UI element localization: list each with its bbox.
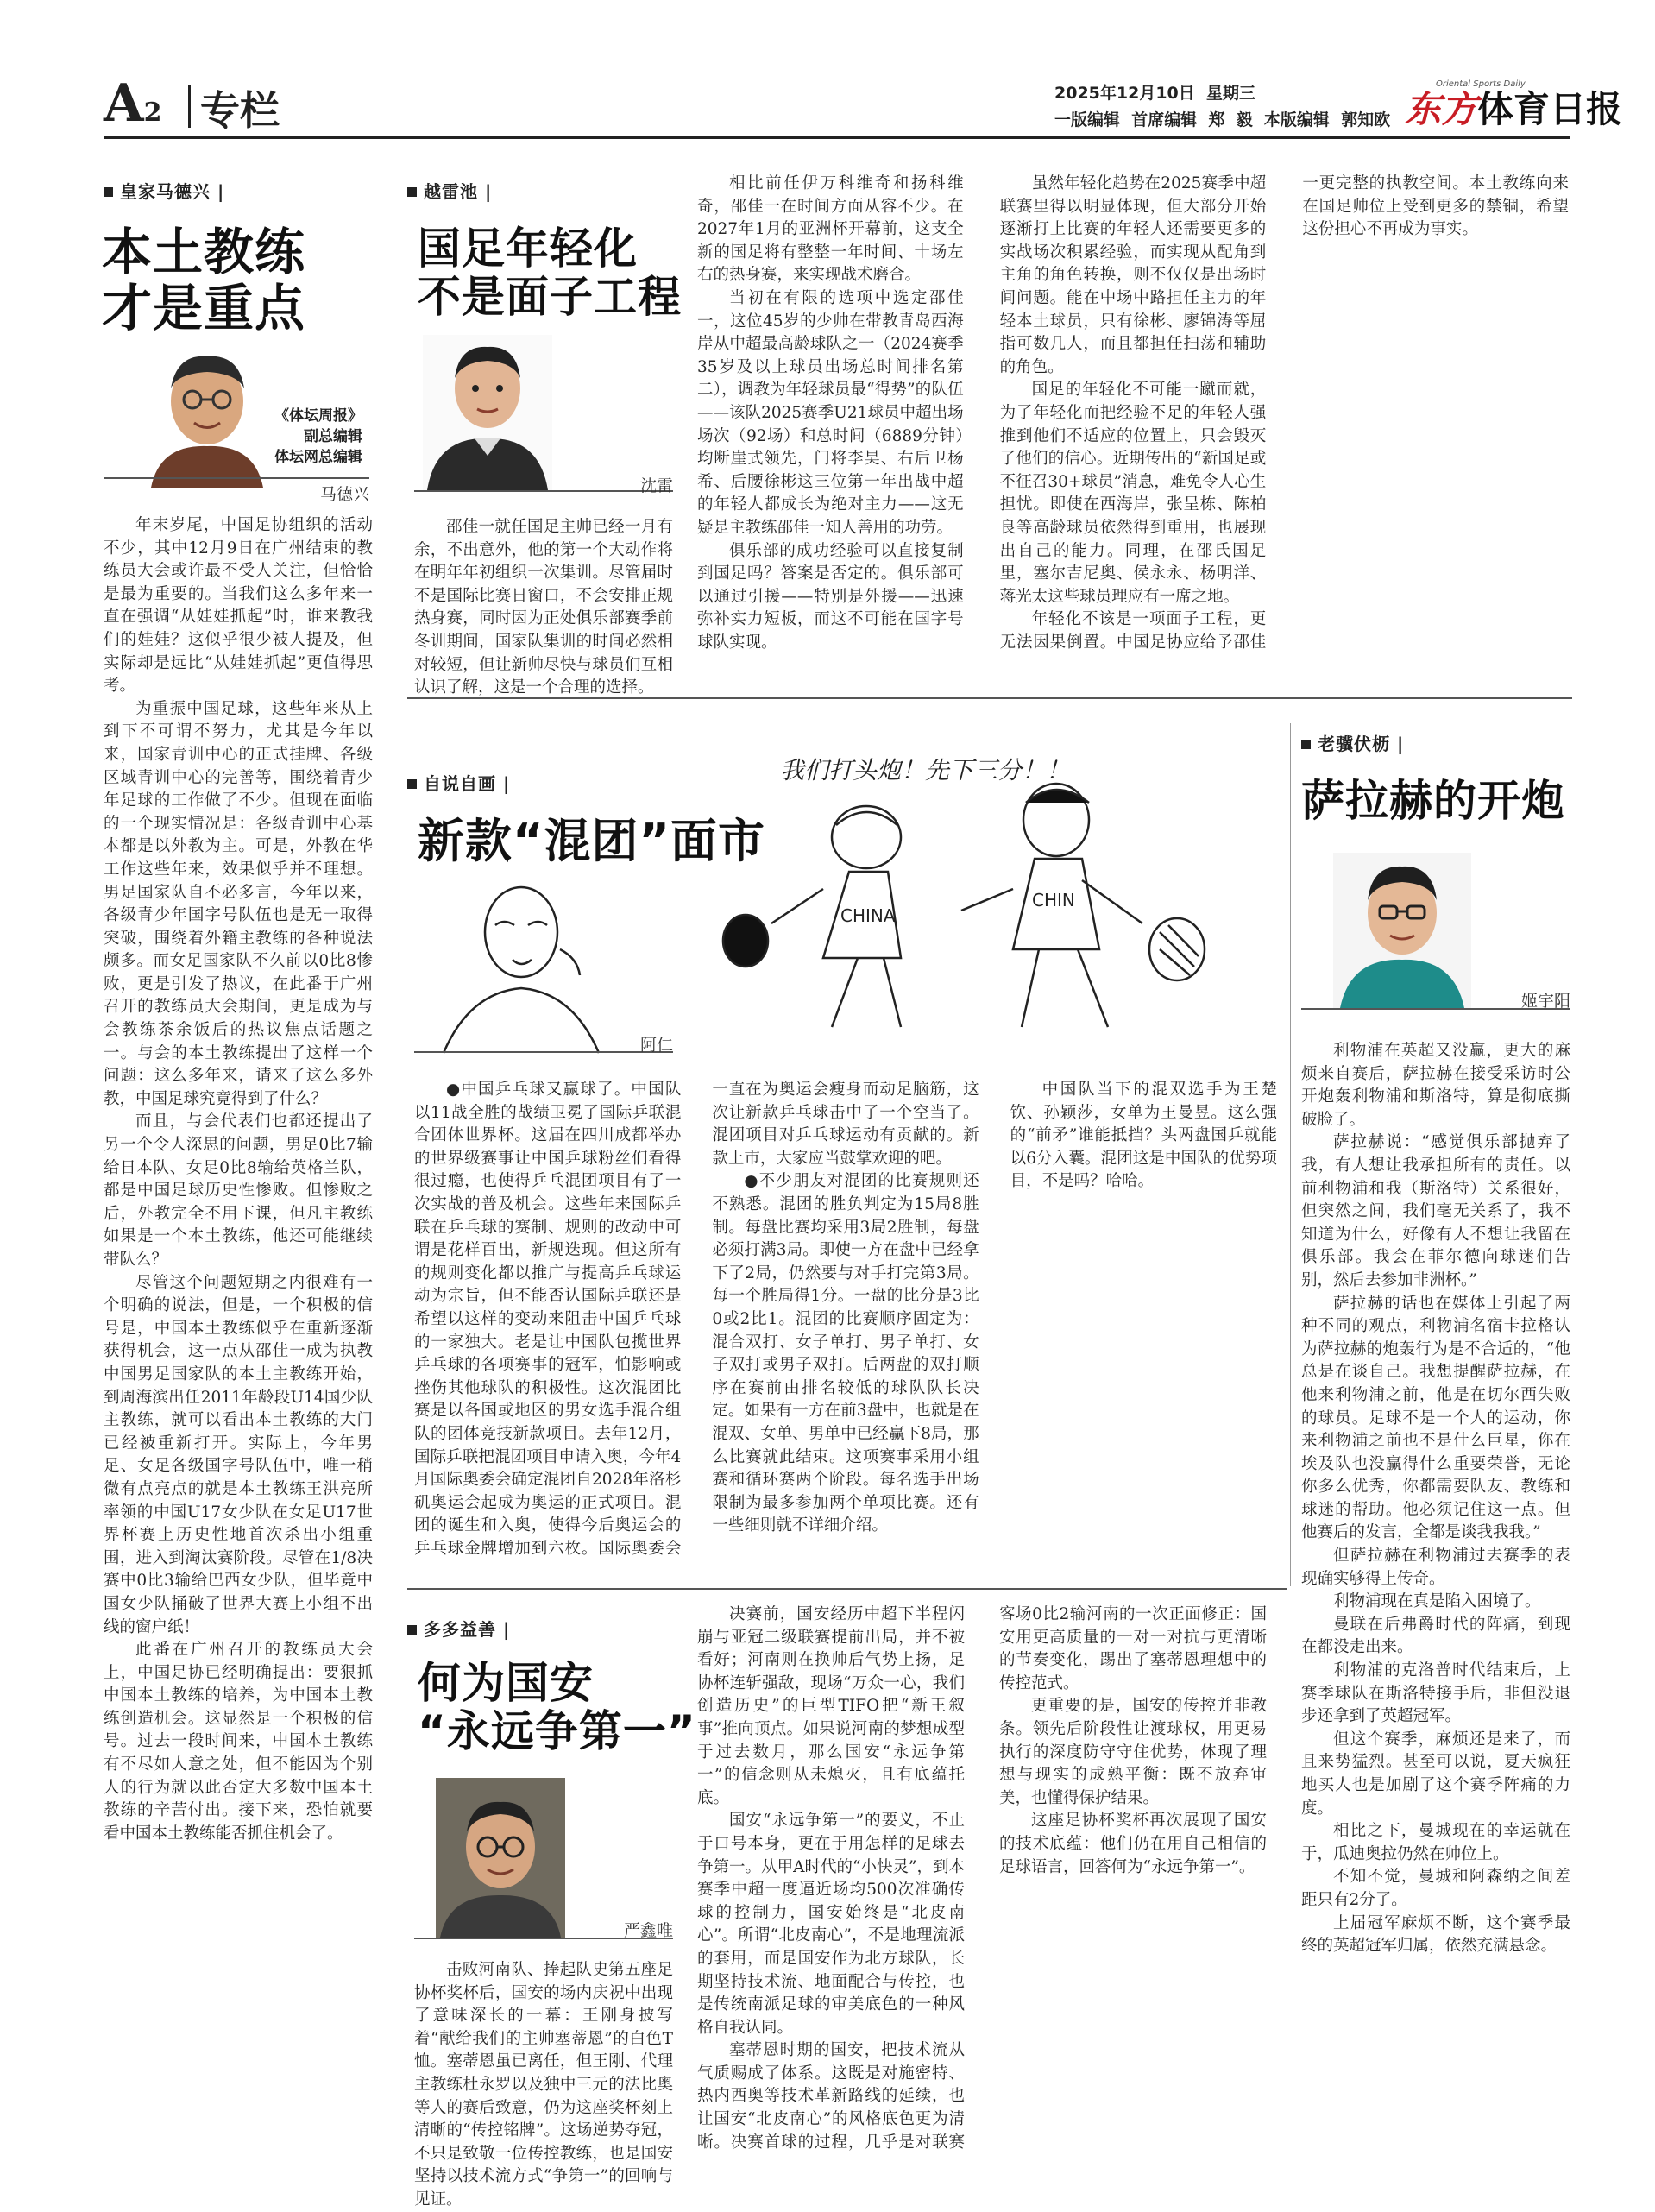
top-paragraph: 当初在有限的选项中选定邵佳一，这位45岁的少帅在带教青岛西海岸从中超最高龄球队之一（2024赛季35岁及以上球员出场总时间排名第二），调教为年轻球员最“得势”的队伍——该队2025赛季U21球员中超出场场次（92场）和总时间（6889分钟）均断崖式领先，门将李昊、右后卫杨希、后腰徐彬这三位第一年出战中超的年轻人都成长为绝对主力——这无疑是主教练邵佳一知人善用的功劳。 <box>697 288 964 537</box>
top-author-photo <box>423 335 552 490</box>
bottom-body-flow <box>697 1604 1267 2166</box>
brand-black: 体育日报 <box>1477 88 1623 130</box>
masthead-rule <box>104 136 1570 139</box>
col1-paragraph: 此番在广州召开的教练员大会上，中国足协已经明确提出：要狠抓中国本土教练的培养，为中国本土教练创造机会。这显然是一个积极的信号。过去一段时间来，中国本土教练有不尽如人意之处，但不能因为个别人的行为就以此否定大多数中国本土教练的辛苦付出。接下来，恐怕就要看中国本土教练能否抓住机会了。 <box>104 1641 373 1843</box>
top-paragraph: 国足的年轻化不可能一蹴而就，为了年轻化而把经验不足的年轻人强推到他们不适应的位置上，只会毁灭了他们的信心。近期传出的“新国足或不征召30+球员”消息，难免令人心生担忧。即使在西海岸，张呈栋、陈柏良等高龄球员依然得到重用，也展现出自己的能力。同理，在邵氏国足里，塞尔吉尼奥、侯永永、杨明洋、蒋光太这些球员理应有一席之地。 <box>999 381 1267 606</box>
top-paragraph: 年轻化不该是一项面子工程，更无法因果倒置。中国足协应给予邵佳一更完整的执教空间。本土教练向来在国足帅位上受到更多的禁锢，希望这份担心不再成为事实。 <box>999 174 1569 652</box>
right-paragraph: 曼联在后弗爵时代的阵痛，到现在都没走出来。 <box>1301 1615 1570 1657</box>
right-column-label: 老骥伏枥 | <box>1301 730 1404 755</box>
col1-body <box>104 514 373 2154</box>
mid-bottom-rule <box>407 1588 1287 1590</box>
right-author-photo <box>1333 853 1471 1008</box>
col1-byline: 马德兴 <box>319 485 369 504</box>
col1-paragraph: 尽管这个问题短期之内很难有一个明确的说法，但是，一个积极的信号是，中国本土教练似乎在重新逐渐获得机会，这一点从邵佳一成为执教中国男足国家队的本土主教练开始，到周海滨出任2011年龄段U14国少队主教练，就可以看出本土教练的大门已经被重新打开。实际上，今年男足、女足各级国字号队伍中，唯一稍微有点亮点的就是本土教练王洪亮所率领的中国U17女少队在女足U17世界杯赛上历史性地首次杀出小组重围，进入到淘汰赛阶段。尽管在1/8决赛中0比3输给巴西女少队，但毕竟中国女少队捅破了世界大赛上小组不出线的窗户纸！ <box>104 1273 373 1636</box>
mid-paragraph: ●不少朋友对混团的比赛规则还不熟悉。混团的胜负判定为15局8胜制。每盘比赛均采用3局2胜制，每盘必须打满3局。即使一方在盘中已经拿下了2局，仍然要与对手打完第3局。每一个胜局得1分。一盘的比分是3比0或2比1。混团的比赛顺序固定为：混合双打、女子单打、男子单打、女子双打或男子双打。后两盘的双打顺序在赛前由排名较低的球队队长决定。如果有一方在前3盘中，也就是在混双、女单、男单中已经赢下8局，那么比赛就此结束。这项赛事采用小组赛和循环赛两个阶段。每名选手出场限制为最多参加两个单项比赛。还有一些细则就不详细介绍。 <box>712 1172 979 1535</box>
bottom-body-col1 <box>414 1959 673 2209</box>
bottom-paragraph: 国安“永远争第一”的要义，不止于口号本身，更在于用怎样的足球去争第一。从甲A时代的“小快灵”，到本赛季中超一度逼近场均500次准确传球的控制力，国安始终是“北皮南心”。所谓“北皮南心”，不是地理流派的套用，而是国安作为北方球队，长期坚持技术流、地面配合与传控，也是传统南派足球的审美底色的一种风格自我认同。 <box>697 1812 965 2037</box>
brand-en: Oriental Sports Daily <box>1436 79 1526 89</box>
mid-cartoon <box>418 742 1281 1053</box>
bottom-paragraph: 更重要的是，国安的传控并非教条。领先后阶段性让渡球权，用更易执行的深度防守守住优势，体现了理想与现实的成熟平衡：既不放弃审美，也懂得保护结果。 <box>999 1697 1267 1807</box>
mid-body <box>414 1079 1277 1584</box>
bottom-paragraph: 这座足协杯奖杯再次展现了国安的技术底蕴：他们仍在用自己相信的足球语言，回答何为“永远争第一”。 <box>999 1812 1267 1876</box>
bottom-byline: 严鑫唯 <box>623 1921 673 1940</box>
bottom-headline: 何为国安 “永远争第一” <box>418 1658 696 1756</box>
mid-right-divider <box>1290 723 1291 1586</box>
mid-paragraph: ●中国乒乓球又赢球了。中国队以11战全胜的战绩卫冕了国际乒联混合团体世界杯。这届在四川成都举办的世界级赛事让中国乒球粉丝们看得很过瘾，也使得乒乓混团项目有了一次实战的普及机会。这些年来国际乒联在乒乓球的赛制、规则的改动中可谓是花样百出，新规迭现。但这所有的规则变化都以推广与提高乒乓球运动为宗旨，但不能否认国际乒联还是希望以这样的变动来阻击中国乒乓球的一家独大。老是让中国队包揽世界乒乓球的各项赛事的冠军，怕影响或挫伤其他球队的积极性。这次混团比赛是以各国或地区的男女选手混合组队的团体竞技新款项目。去年12月，国际乒联把混团项目申请入奥，今年4月国际奥委会确定混团自2028年洛杉矶奥运会起成为奥运的正式项目。混团的诞生和入奥，使得今后奥运会的乒乓球金牌增加到六枚。国际奥委会一直在为奥运会瘦身而动足脑筋，这次让新款乒乓球击中了一个空当了。混团项目对乒乓球运动有贡献的。新款上市，大家应当鼓掌欢迎的吧。 <box>414 1081 979 1558</box>
bottom-author-photo <box>436 1778 565 1938</box>
masthead-divider <box>188 85 191 128</box>
col1-paragraph: 为重振中国足球，这些年来从上到下不可谓不努力，尤其是今年以来，国家青训中心的正式挂牌、各级区域青训中心的完善等，围绕着青少年足球的工作做了不少。但现在面临的一个现实情况是：各级青训中心基本都是以外教为主。可是，外教在华工作这些年来，效果似乎并不理想。男足国家队自不必多言，今年以来，各级青少年国字号队伍也是无一取得突破，围绕着外籍主教练的各种说法颇多。而女足国家队不久前以0比8惨败，更是引发了热议，在此番于广州召开的教练员大会期间，更是成为与会教练茶余饭后的热议焦点话题之一。与会的本土教练提出了这样一个问题：这么多年来，请来了这么多外教，中国足球究竟得到了什么？ <box>104 699 373 1108</box>
top-headline: 国足年轻化 不是面子工程 <box>418 224 682 322</box>
col1-column-label: 皇家马德兴 | <box>104 178 224 203</box>
right-paragraph: 利物浦在英超又没赢，更大的麻烦来自赛后，萨拉赫在接受采访时公开炮轰利物浦和斯洛特，算是彻底撕破脸了。 <box>1301 1042 1570 1129</box>
top-paragraph: 虽然年轻化趋势在2025赛季中超联赛里得以明显体现，但大部分开始逐渐打上比赛的年轻人还需要更多的实战场次积累经验，而实现从配角到主角的角色转换，则不仅仅是出场时间问题。能在中场中路担任主力的年轻本土球员，只有徐彬、廖锦涛等屈指可数几人，而且都担任扫荡和辅助的角色。 <box>999 174 1267 376</box>
col1-byline-rule <box>104 477 369 479</box>
col1-paragraph: 而且，与会代表们也都还提出了另一个令人深思的问题，男足0比7输给日本队、女足0比8输给英格兰队，都是中国足球历史性惨败。但惨败之后，外教完全不用下课，但凡主教练如果是一个本土教练，他还可能继续带队么？ <box>104 1112 373 1269</box>
cartoon-speech: 我们打头炮！先下三分！！ <box>780 756 1071 785</box>
brand-logo <box>1405 79 1622 130</box>
top-paragraph: 邵佳一就任国足主帅已经一月有余，不出意外，他的第一个大动作将在明年年初组织一次集训。尽管届时不是国际比赛日窗口，不会安排正规热身赛，同时因为正处俱乐部赛季前冬训期间，国家队集训的时间必然相对较短，但让新帅尽快与球员们互相认识了解，这是一个合理的选择。 <box>414 518 673 697</box>
top-paragraph: 俱乐部的成功经验可以直接复制到国足吗？答案是否定的。俱乐部可以通过引援——特别是外援——迅速弥补实力短板，而这不可能在国字号球队实现。 <box>697 541 964 652</box>
mid-paragraph: 中国队当下的混双选手为王楚钦、孙颖莎，女单为王曼昱。这么强的“前矛”谁能抵挡？头两盘国乒就能以6分入囊。混团这是中国队的优势项目，不是吗？哈哈。 <box>1010 1081 1277 1191</box>
top-column-label: 越雷池 | <box>407 178 492 203</box>
right-paragraph: 萨拉赫的话也在媒体上引起了两种不同的观点，利物浦名宿卡拉格认为萨拉赫的炮轰行为是不合适的，“他总是在谈自己。我想提醒萨拉赫，在他来利物浦之前，他是在切尔西失败的球员。足球不是一个人的运动，你来利物浦之前也不是什么巨星，你在埃及队也没赢得什么重要荣誉，无论你多么优秀，你都需要队友、教练和球迷的帮助。他必须记住这一点。但他赛后的发言，全都是谈我我我。” <box>1301 1294 1570 1542</box>
editors-line: 一版编辑 首席编辑 郑 毅 本版编辑 郭知欧 <box>1054 110 1391 129</box>
bottom-paragraph: 塞蒂恩时期的国安，把技术流从气质赐成了体系。这既是对施密特、热内西奥等技术革新路线的延续，也让国安“北皮南心”的风格底色更为清晰。决赛首球的过程，几乎是对联赛客场0比2输河南的一次正面修正：国安用更高质量的一对一对抗与更清晰的节奏变化，踢出了塞蒂恩理想中的传控范式。 <box>697 1605 1267 2152</box>
right-headline: 萨拉赫的开炮 <box>1301 776 1565 826</box>
page-number <box>104 73 162 134</box>
top-bottom-rule <box>407 697 1572 699</box>
right-paragraph: 利物浦的克洛普时代结束后，上赛季球队在斯洛特接手后，非但没退步还拿到了英超冠军。 <box>1301 1661 1570 1726</box>
right-body <box>1301 1040 1570 2179</box>
page-letter: A <box>104 73 144 134</box>
bottom-paragraph: 击败河南队、捧起队史第五座足协杯奖杯后，国安的场内庆祝中出现了意味深长的一幕：王刚身披写着“献给我们的主帅塞蒂恩”的白色T恤。塞蒂恩虽已离任，但王刚、代理主教练杜永罗以及独中三元的法比奥等人的赛后致意，仍为这座奖杯刻上清晰的“传控铭牌”。这场逆势夺冠，不只是致敬一位传控教练，也是国安坚持以技术流方式“争第一”的回响与见证。 <box>414 1961 673 2209</box>
right-paragraph: 萨拉赫说：“感觉俱乐部抛弃了我，有人想让我承担所有的责任。以前利物浦和我（斯洛特）关系很好，但突然之间，我们毫无关系了，我不知道为什么，好像有人不想让我留在俱乐部。我会在菲尔德向球迷们告别，然后去参加非洲杯。” <box>1301 1133 1570 1289</box>
mid-headline: 新款“混团”面市 <box>418 814 765 868</box>
top-body-col1 <box>414 516 673 697</box>
mid-byline: 阿仁 <box>639 1036 673 1055</box>
right-paragraph: 但萨拉赫在利物浦过去赛季的表现确实够得上传奇。 <box>1301 1547 1570 1588</box>
section-title: 专栏 <box>200 87 280 134</box>
right-paragraph: 上届冠军麻烦不断，这个赛季最终的英超冠军归属，依然充满悬念。 <box>1301 1913 1570 1956</box>
right-paragraph: 相比之下，曼城现在的幸运就在于，瓜迪奥拉仍然在帅位上。 <box>1301 1822 1570 1863</box>
top-body-flow <box>697 173 1569 677</box>
top-byline: 沈雷 <box>639 476 673 495</box>
player-right-icon <box>961 784 1205 1027</box>
top-paragraph: 相比前任伊万科维奇和扬科维奇，邵佳一在时间方面从容不少。在2027年1月的亚洲杯开幕前，这支全新的国足将有整整一年时间、十场左右的热身赛，来实现战术磨合。 <box>697 174 964 285</box>
player-left-icon <box>723 806 901 1027</box>
col1-headline: 本土教练 才是重点 <box>102 223 306 337</box>
svg-text:CHIN: CHIN <box>1032 890 1075 911</box>
col1-paragraph: 年末岁尾，中国足协组织的活动不少，其中12月9日在广州结束的教练员大会或许最不受人关注，但恰恰是最为重要的。当我们这么多年来一直在强调“从娃娃抓起”时，谁来教我们的娃娃？这似乎很少被人提及，但实际却是远比“从娃娃抓起”更值得思考。 <box>104 516 373 696</box>
bottom-column-label: 多多益善 | <box>407 1616 510 1641</box>
brand-red: 东方 <box>1405 88 1478 130</box>
page-num: 2 <box>143 98 162 128</box>
right-paragraph: 利物浦现在真是陷入困境了。 <box>1333 1592 1541 1611</box>
right-byline: 姬宇阳 <box>1520 992 1570 1011</box>
svg-text:CHINA: CHINA <box>840 905 896 926</box>
artist-caricature-icon <box>444 887 599 1053</box>
mid-column-label: 自说自画 | <box>407 770 510 795</box>
right-paragraph: 不知不觉，曼城和阿森纳之间差距只有2分了。 <box>1301 1868 1570 1909</box>
right-paragraph: 但这个赛季，麻烦还是来了，而且来势猛烈。甚至可以说，夏天疯狂地买人也是加剧了这个赛季阵痛的力度。 <box>1301 1730 1570 1818</box>
bottom-paragraph: 决赛前，国安经历中超下半程闪崩与亚冠二级联赛提前出局，并不被看好；河南则在换帅后气势上扬，足协杯连斩强敌，现场“万众一心，我们创造历史”的巨型TIFO把“新王叙事”推向顶点。如果说河南的梦想成型于过去数月，那么国安“永远争第一”的信念则从未熄灭，且有底蕴托底。 <box>697 1605 965 1807</box>
col1-author-caption: 《体坛周报》 副总编辑 体坛网总编辑 <box>274 407 362 466</box>
date-line: 2025年12月10日 星期三 <box>1054 84 1255 103</box>
